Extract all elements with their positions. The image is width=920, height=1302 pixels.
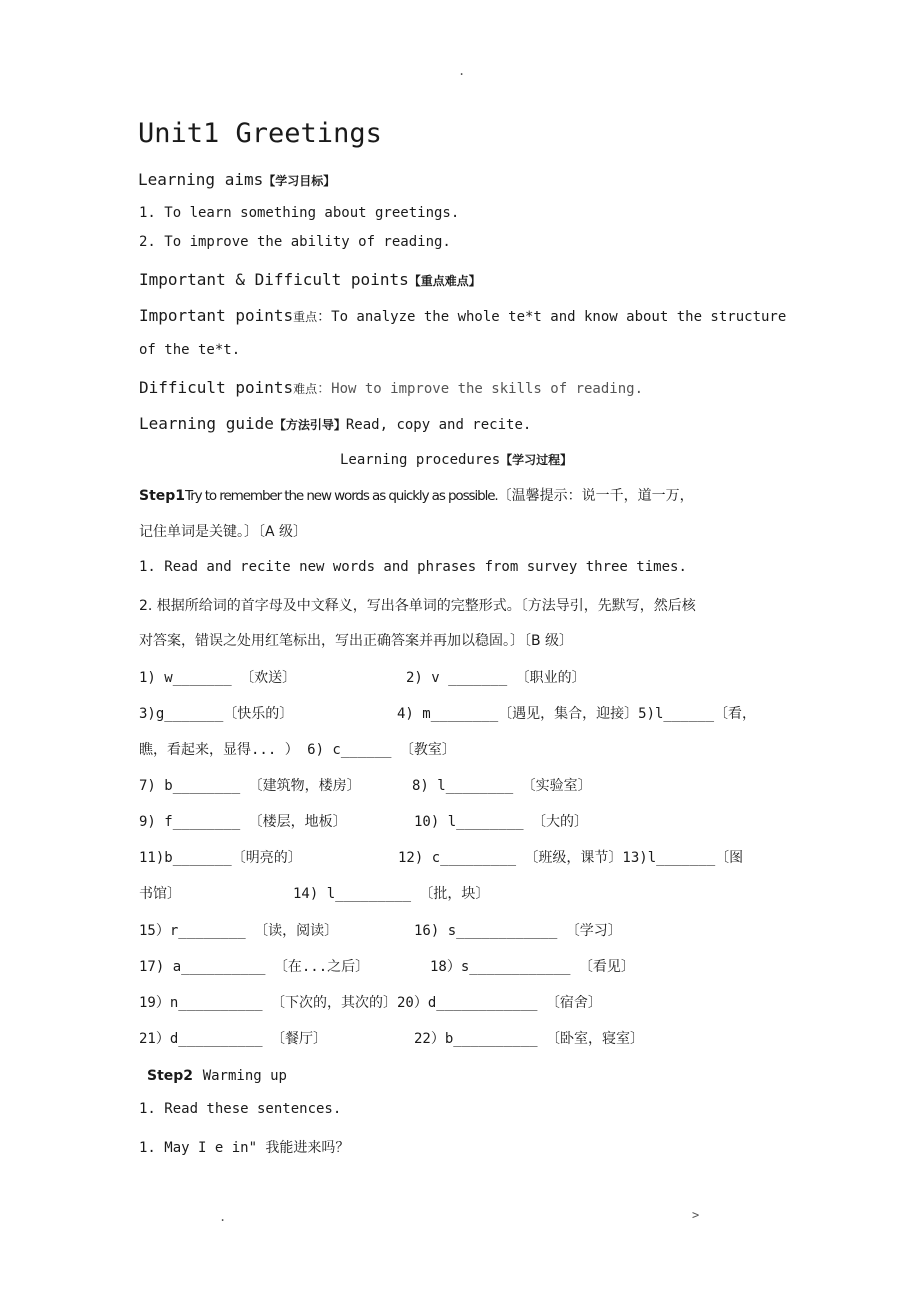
step2-line	[147, 1065, 287, 1084]
important-difficult-heading	[139, 270, 481, 289]
important-difficult-tag: 【重点难点】	[408, 274, 481, 288]
important-points-text: ：To analyze the whole te*t and know about the structure	[317, 309, 787, 325]
learning-guide-text: Read, copy and recite.	[345, 417, 532, 433]
difficult-points-text: ：How to improve the skills of reading.	[317, 381, 644, 397]
vocab-13-cont: 书馆〕	[139, 886, 181, 902]
step1-line	[139, 485, 694, 505]
procedures-tag: 【学习过程】	[500, 453, 573, 467]
step1-item-2: 2. 根据所给词的首字母及中文释义，写出各单词的完整形式。〔方法导引，先默写，然后核	[139, 598, 696, 614]
step1-note-cont: 记住单词是关键。〕〔A 级〕	[139, 524, 308, 540]
vocab-16: 16) s____________ 〔学习〕	[414, 923, 622, 939]
aim-1: 1. To learn something about greetings.	[139, 205, 460, 221]
step1-text: Try to remember the new words as quickly as possible.	[185, 488, 498, 504]
vocab-22: 22）b__________ 〔卧室，寝室〕	[414, 1031, 645, 1047]
learning-guide-tag: 【方法引导】	[273, 418, 346, 432]
step1-label: Step1	[139, 488, 186, 504]
vocab-2: 2) v _______ 〔职业的〕	[406, 670, 586, 686]
vocab-11: 11)b_______〔明亮的〕	[139, 850, 302, 866]
step2-item-2: 1. May I e in" 我能进来吗？	[139, 1140, 350, 1156]
procedures-label: Learning procedures	[340, 452, 501, 468]
page-title: Unit1 Greetings	[138, 118, 382, 149]
important-points-text-cont: of the te*t.	[139, 342, 241, 358]
step2-label: Step2	[147, 1068, 194, 1084]
vocab-1: 1) w_______ 〔欢送〕	[139, 670, 297, 686]
aim-2: 2. To improve the ability of reading.	[139, 234, 451, 250]
important-points-line	[139, 306, 786, 326]
important-points-tag: 重点	[293, 310, 318, 324]
vocab-10: 10) l________ 〔大的〕	[414, 814, 589, 830]
important-difficult-label: Important & Difficult points	[139, 270, 409, 289]
difficult-points-label: Difficult points	[139, 378, 294, 397]
header-mark: .	[458, 64, 466, 78]
vocab-18: 18）s____________ 〔看见〕	[430, 959, 635, 975]
vocab-3: 3)g_______〔快乐的〕	[139, 706, 294, 722]
step1-note: 〔温馨提示：说一千，道一万，	[497, 488, 694, 504]
footer-left-mark: .	[219, 1210, 227, 1224]
footer-right-mark: >	[692, 1208, 700, 1222]
vocab-7: 7) b________ 〔建筑物，楼房〕	[139, 778, 361, 794]
vocab-8: 8) l________ 〔实验室〕	[412, 778, 592, 794]
vocab-4-5: 4) m________〔遇见，集合，迎接〕5)l______〔看，	[397, 706, 757, 722]
vocab-9: 9) f________ 〔楼层，地板〕	[139, 814, 347, 830]
learning-guide-line	[139, 414, 531, 433]
important-points-label: Important points	[139, 306, 294, 325]
step2-text: Warming up	[202, 1068, 287, 1084]
vocab-19-20: 19）n__________ 〔下次的，其次的〕20）d____________ 〔宿舍〕	[139, 995, 602, 1011]
learning-aims-tag: 【学习目标】	[263, 174, 336, 188]
vocab-5-6: 瞧，看起来，显得... ） 6) c______ 〔教室〕	[139, 742, 456, 758]
vocab-21: 21）d__________ 〔餐厅〕	[139, 1031, 328, 1047]
vocab-12-13: 12) c_________ 〔班级，课节〕13)l_______〔图	[398, 850, 744, 866]
learning-aims-label: Learning aims	[138, 170, 264, 189]
vocab-14: 14) l_________ 〔批，块〕	[293, 886, 490, 902]
learning-aims-heading	[138, 170, 335, 189]
procedures-heading	[340, 451, 572, 468]
step1-item-2-cont: 对答案，错误之处用红笔标出，写出正确答案并再加以稳固。〕〔B 级〕	[139, 633, 574, 649]
learning-guide-label: Learning guide	[139, 414, 274, 433]
step2-item-1: 1. Read these sentences.	[139, 1101, 342, 1117]
step1-item-1: 1. Read and recite new words and phrases from survey three times.	[139, 559, 687, 575]
difficult-points-line	[139, 378, 643, 398]
difficult-points-tag: 难点	[293, 382, 318, 396]
vocab-15: 15）r________ 〔读，阅读〕	[139, 923, 339, 939]
vocab-17: 17) a__________ 〔在...之后〕	[139, 959, 370, 975]
